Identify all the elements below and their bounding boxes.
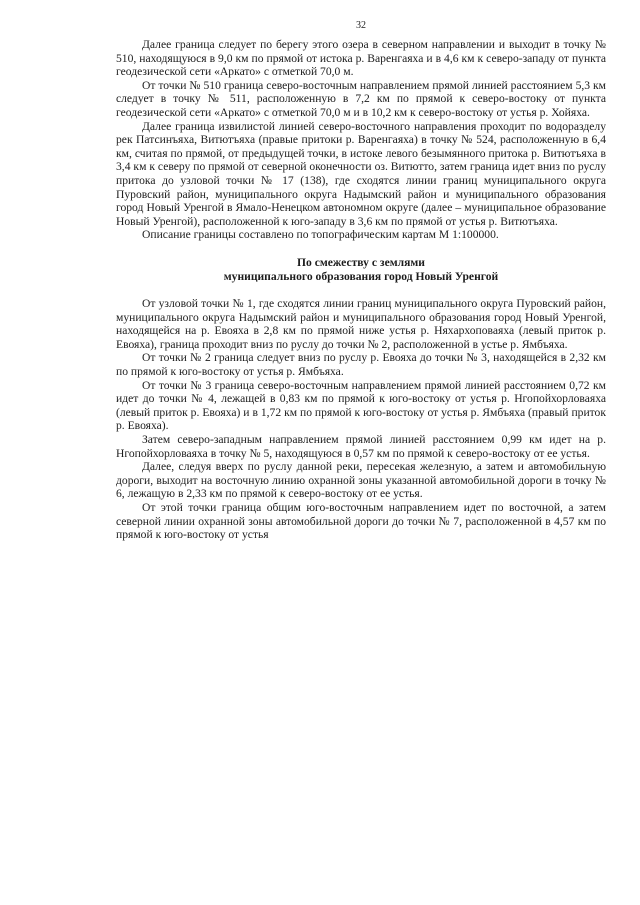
section-heading-line-1: По смежеству с землями: [297, 255, 425, 269]
paragraph-point-510: Далее граница следует по берегу этого озера в северном направлении и выходит в точку № 510, находящуюся в 9,0 км по прямой от истока р. Варенгаяха и в 4,6 км к северо-западу от пункта геодезической сети «Аркато» с отметкой 70,0 м.: [116, 38, 606, 79]
paragraph-map-scale: Описание границы составлено по топографическим картам М 1:100000.: [142, 228, 499, 242]
page-number: 32: [356, 20, 366, 31]
paragraph-point-2: От точки № 2 граница следует вниз по руслу р. Евояха до точки № 3, находящейся в 2,32 км по прямой к юго-востоку от устья р. Ямбъяха.: [116, 351, 606, 379]
paragraph-point-3: От точки № 3 граница северо-восточным направлением прямой линией расстоянием 0,72 км идет до точки № 4, лежащей в 0,83 км по прямой к юго-востоку от устья р. Нгопойхорловаяха (левый приток р. Евояха) и в 1,72 км по прямой к юго-востоку от устья р. Ямбъяха (правый приток р. Евояха).: [116, 378, 606, 433]
paragraph-point-5: Далее, следуя вверх по руслу данной реки, пересекая железную, а затем и автомобильную дороги, выходит на восточную линию охранной зоны указанной автомобильной дороги в точку № 6, лежащую в 2,33 км по прямой к северо-востоку от ее устья.: [116, 460, 606, 501]
section-heading-line-2: муниципального образования город Новый Уренгой: [223, 269, 499, 283]
section-heading: [116, 256, 606, 283]
paragraph-point-6: От этой точки граница общим юго-восточным направлением идет по восточной, а затем северной линии охранной зоны автомобильной дороги до точки № 7, расположенной в 4,57 км по прямой к юго-востоку от устья: [116, 501, 606, 542]
paragraph-point-524: Далее граница извилистой линией северо-восточного направления проходит по водоразделу рек Патсинъяха, Витютъяха (правые притоки р. Варенгаяха) в точку № 524, расположенную в 6,4 км, считая по прямой, от предыдущей точки, в истоке левого безымянного притока р. Витютъяха в 3,4 км к северу по прямой от северной оконечности оз. Витютто, затем граница идет вниз по руслу притока до узловой точки № 17 (138), где сходятся линии границ муниципального округа Пуровский район, муниципального округа Надымский район и муниципального образования город Новый Уренгой в Ямало-Ненецком автономном округе (далее – муниципальное образование Новый Уренгой), расположенной к юго-западу в 3,6 км по прямой от устья р. Витютъяха.: [116, 119, 606, 228]
paragraph-point-511: От точки № 510 граница северо-восточным направлением прямой линией расстоянием 5,3 км следует в точку № 511, расположенную в 7,2 км по прямой к северо-востоку от пункта геодезической сети «Аркато» с отметкой 70,0 м и в 10,2 км к северо-востоку от устья р. Хойяха.: [116, 78, 606, 119]
paragraph-point-1: От узловой точки № 1, где сходятся линии границ муниципального округа Пуровский район, муниципального округа Надымский район и муниципального образования город Новый Уренгой, находящейся на р. Евояха в 2,8 км по прямой ниже устья р. Няхархоповаяха (левый приток р. Евояха), граница проходит вниз по руслу до точки № 2, расположенной в устье р. Ямбъяха.: [116, 297, 606, 351]
paragraph-point-4: Затем северо-западным направлением прямой линией расстоянием 0,99 км идет на р. Нгопойхорловаяха в точку № 5, находящуюся в 0,57 км по прямой к северо-востоку от ее устья.: [116, 433, 606, 460]
